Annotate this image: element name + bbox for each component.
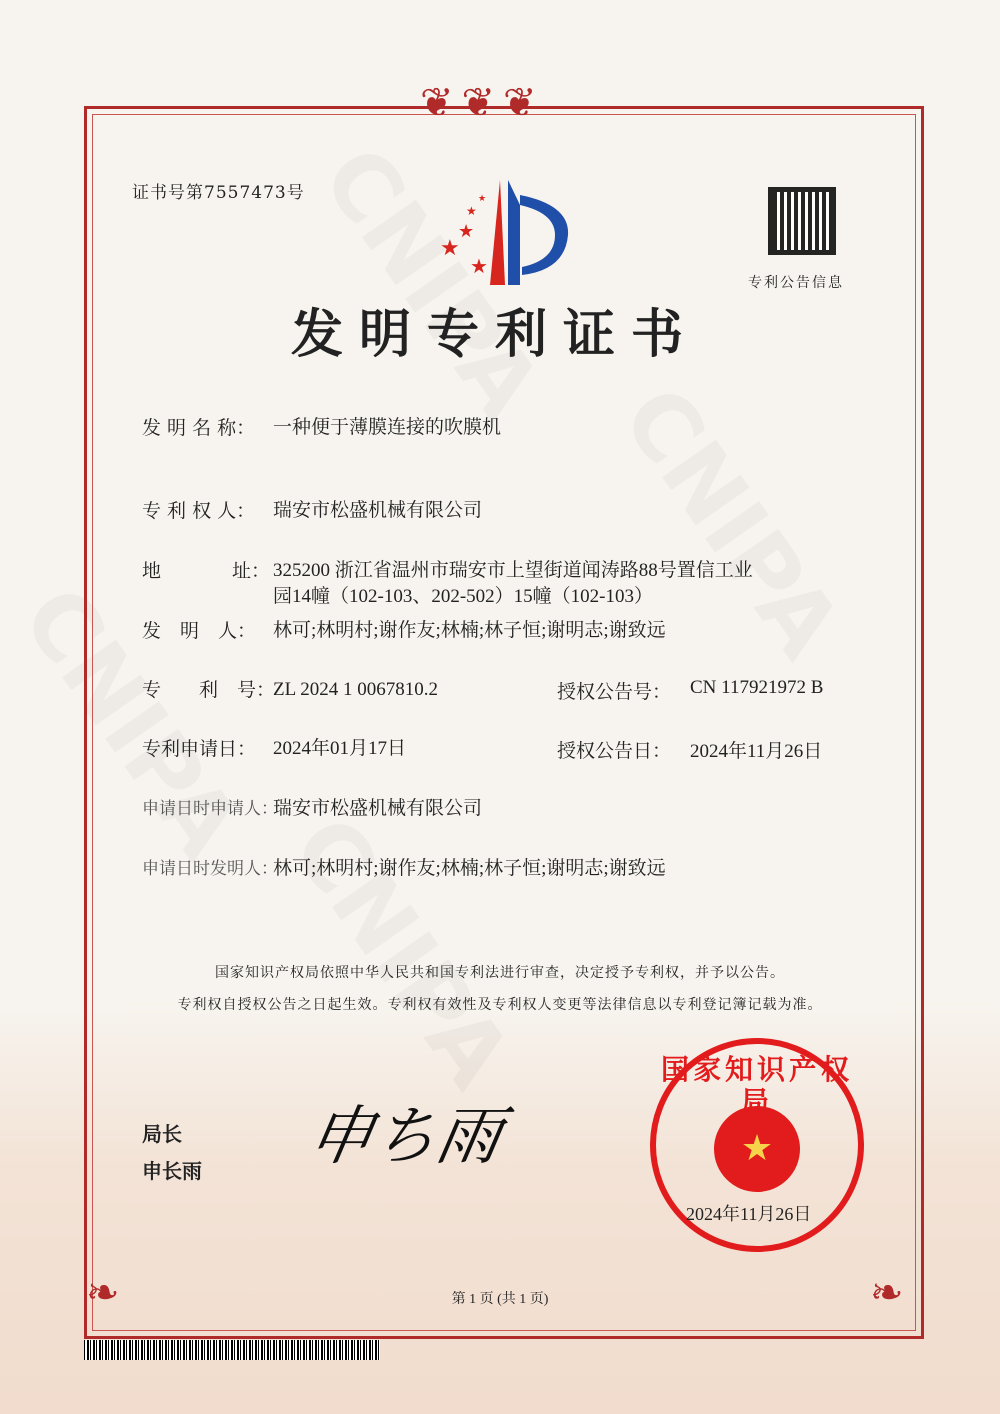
field-patent-number [142, 677, 438, 703]
field-label: 申请日时发明人： [142, 859, 278, 879]
field-label: 发 明 人： [142, 620, 257, 642]
field-value: 瑞安市松盛机械有限公司 [273, 500, 483, 521]
certificate-number: 证书号第7557473号 [132, 183, 305, 203]
page-title: 发明专利证书 [290, 304, 699, 365]
field-applicant-at-filing [142, 796, 482, 822]
field-grant-pub-date [557, 736, 822, 763]
page-info: 第 1 页 (共 1 页) [451, 1292, 549, 1307]
field-label [142, 558, 273, 610]
svg-text:★: ★ [458, 221, 475, 242]
seal-text: 国家知识产权局 [660, 1053, 853, 1118]
field-value: 林可;林明村;谢作友;林楠;林子恒;谢明志;谢致远 [273, 858, 666, 879]
field-label: 专利申请日： [142, 738, 257, 760]
field-patentee [142, 498, 482, 524]
field-label-left: 地 [142, 560, 162, 582]
field-inventors-at-filing [142, 856, 666, 882]
field-label: 授权公告日： [557, 740, 672, 762]
field-inventors [142, 618, 666, 644]
field-value: 2024年01月17日 [273, 738, 407, 759]
field-value: 一种便于薄膜连接的吹膜机 [273, 417, 502, 438]
address-line-2: 园14幢（102-103、202-502）15幢（102-103） [273, 586, 653, 607]
field-value: 林可;林明村;谢作友;林楠;林子恒;谢明志;谢致远 [273, 620, 666, 641]
official-title: 局长 [142, 1122, 182, 1146]
field-label-right: 址： [232, 560, 271, 582]
barcode [84, 1340, 380, 1360]
qr-code[interactable] [768, 187, 836, 255]
corner-ornament-icon: ❧ [870, 1270, 904, 1316]
field-grant-pub-number [557, 677, 823, 704]
cnipa-logo-icon [430, 175, 580, 290]
field-value: 2024年11月26日 [690, 741, 823, 762]
seal-date: 2024年11月26日 [686, 1204, 812, 1224]
field-label: 专 利 权 人： [142, 500, 256, 522]
field-label: 申请日时申请人： [142, 799, 278, 819]
field-value: ZL 2024 1 0067810.2 [273, 679, 439, 700]
field-value: CN 117921972 B [690, 677, 824, 698]
field-filing-date [142, 736, 406, 762]
svg-text:★: ★ [470, 254, 488, 278]
notice-line-1: 国家知识产权局依照中华人民共和国专利法进行审查，决定授予专利权，并予以公告。 [215, 965, 785, 981]
top-ornament-icon: ❦❦❦ [420, 80, 545, 126]
official-name: 申长雨 [142, 1159, 202, 1183]
field-label: 发 明 名 称： [142, 417, 256, 439]
address-line-1: 325200 浙江省温州市瑞安市上望街道闻涛路88号置信工业 [273, 560, 753, 581]
svg-text:★: ★ [466, 204, 477, 218]
field-value [273, 558, 753, 610]
national-emblem-icon: ★ [714, 1106, 800, 1192]
svg-text:★: ★ [440, 236, 460, 261]
qr-label: 专利公告信息 [748, 275, 844, 291]
signature: 申ち雨 [302, 1100, 508, 1174]
field-address [142, 558, 753, 610]
field-invention-name [142, 415, 501, 441]
field-label: 专 利 号： [142, 679, 276, 701]
notice-line-2: 专利权自授权公告之日起生效。专利权有效性及专利权人变更等法律信息以专利登记簿记载为准。 [177, 997, 823, 1013]
corner-ornament-icon: ❧ [86, 1270, 120, 1316]
svg-text:★: ★ [478, 194, 487, 204]
field-value: 瑞安市松盛机械有限公司 [273, 798, 483, 819]
field-label: 授权公告号： [557, 681, 672, 703]
